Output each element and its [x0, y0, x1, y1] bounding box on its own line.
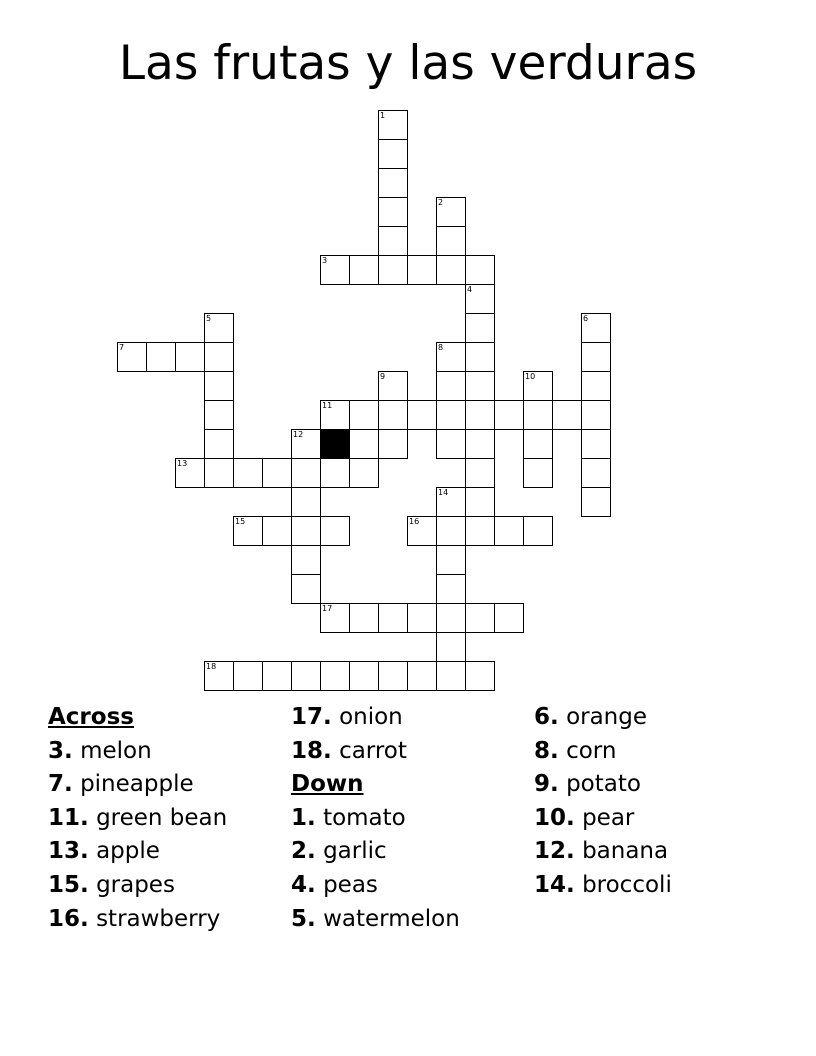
grid-cell[interactable] — [465, 603, 495, 633]
grid-cell[interactable] — [175, 458, 205, 488]
grid-cell[interactable] — [262, 516, 292, 546]
grid-cell[interactable] — [262, 458, 292, 488]
grid-cell[interactable] — [436, 371, 466, 401]
clue-across-17: 17. onion — [291, 704, 403, 730]
clue-down-6: 6. orange — [534, 704, 648, 730]
grid-cell[interactable] — [349, 661, 379, 691]
grid-cell[interactable] — [204, 371, 234, 401]
grid-cell[interactable] — [349, 603, 379, 633]
clue-number: 8 — [438, 343, 444, 352]
grid-cell[interactable] — [581, 487, 611, 517]
clue-down-1: 1. tomato — [291, 804, 406, 831]
clue-number: 3 — [322, 256, 328, 265]
grid-cell[interactable] — [320, 400, 350, 430]
grid-cell[interactable] — [523, 458, 553, 488]
grid-cell[interactable] — [465, 429, 495, 459]
grid-cell[interactable] — [117, 342, 147, 372]
across-heading: Across — [48, 704, 134, 730]
grid-cell[interactable] — [349, 458, 379, 488]
clue-number: 13 — [177, 459, 188, 468]
grid-cell[interactable] — [378, 603, 408, 633]
grid-cell[interactable] — [436, 487, 466, 517]
grid-cell[interactable] — [494, 400, 524, 430]
grid-cell[interactable] — [552, 400, 582, 430]
clue-down-2: 2. garlic — [291, 838, 387, 865]
grid-cell[interactable] — [465, 400, 495, 430]
grid-cell[interactable] — [204, 429, 234, 459]
grid-cell[interactable] — [378, 371, 408, 401]
grid-cell[interactable] — [204, 313, 234, 343]
clue-column-2 — [291, 701, 531, 936]
grid-cell[interactable] — [436, 632, 466, 662]
clue-across-15: 15. grapes — [48, 871, 175, 898]
grid-cell[interactable] — [407, 255, 437, 285]
grid-cell[interactable] — [291, 574, 321, 604]
clue-down-5: 5. watermelon — [291, 905, 460, 932]
grid-cell[interactable] — [436, 342, 466, 372]
clue-across-7: 7. pineapple — [48, 771, 194, 798]
grid-cell[interactable] — [581, 371, 611, 401]
grid-cell[interactable] — [291, 516, 321, 546]
grid-cell[interactable] — [204, 400, 234, 430]
grid-cell[interactable] — [378, 197, 408, 227]
clue-number: 16 — [409, 517, 420, 526]
clue-number: 9 — [380, 372, 386, 381]
clue-number: 12 — [293, 430, 304, 439]
clue-number: 1 — [380, 111, 386, 120]
grid-cell[interactable] — [291, 545, 321, 575]
grid-cell[interactable] — [436, 574, 466, 604]
grid-cell[interactable] — [204, 342, 234, 372]
grid-cell[interactable] — [436, 545, 466, 575]
clue-number: 17 — [322, 604, 333, 613]
grid-cell[interactable] — [378, 400, 408, 430]
grid-cell[interactable] — [378, 168, 408, 198]
grid-cell[interactable] — [436, 516, 466, 546]
grid-cell[interactable] — [233, 661, 263, 691]
grid-cell[interactable] — [378, 255, 408, 285]
grid-cell[interactable] — [523, 429, 553, 459]
grid-cell[interactable] — [146, 342, 176, 372]
grid-cell[interactable] — [320, 255, 350, 285]
page-title: Las frutas y las verduras — [118, 36, 698, 91]
grid-cell[interactable] — [378, 110, 408, 140]
grid-cell[interactable] — [291, 429, 321, 459]
grid-cell[interactable] — [465, 371, 495, 401]
grid-cell[interactable] — [175, 342, 205, 372]
grid-cell[interactable] — [378, 139, 408, 169]
clue-across-13: 13. apple — [48, 838, 160, 865]
grid-cell[interactable] — [349, 255, 379, 285]
clue-down-8: 8. corn — [534, 737, 617, 764]
grid-cell[interactable] — [465, 458, 495, 488]
clue-down-4: 4. peas — [291, 871, 378, 898]
grid-cell[interactable] — [233, 458, 263, 488]
grid-cell[interactable] — [465, 342, 495, 372]
grid-cell[interactable] — [465, 661, 495, 691]
clue-across-18: 18. carrot — [291, 737, 407, 764]
grid-cell[interactable] — [349, 400, 379, 430]
grid-cell[interactable] — [378, 429, 408, 459]
grid-cell[interactable] — [291, 661, 321, 691]
clue-down-10: 10. pear — [534, 804, 635, 831]
clue-number: 18 — [206, 662, 217, 671]
clue-across-16: 16. strawberry — [48, 905, 221, 932]
clue-list — [48, 701, 788, 941]
grid-cell[interactable] — [436, 197, 466, 227]
grid-cell[interactable] — [320, 661, 350, 691]
grid-cell[interactable] — [407, 603, 437, 633]
black-cell — [320, 429, 350, 459]
grid-cell[interactable] — [436, 603, 466, 633]
grid-cell[interactable] — [494, 516, 524, 546]
clue-down-9: 9. potato — [534, 771, 641, 798]
grid-cell[interactable] — [204, 661, 234, 691]
grid-cell[interactable] — [291, 458, 321, 488]
grid-cell[interactable] — [320, 458, 350, 488]
clue-number: 11 — [322, 401, 333, 410]
grid-cell[interactable] — [465, 255, 495, 285]
grid-cell[interactable] — [465, 313, 495, 343]
grid-cell[interactable] — [581, 429, 611, 459]
clue-column-3 — [534, 701, 774, 903]
grid-cell[interactable] — [436, 226, 466, 256]
clue-across-3: 3. melon — [48, 737, 152, 764]
grid-cell[interactable] — [320, 603, 350, 633]
grid-cell[interactable] — [320, 516, 350, 546]
grid-cell[interactable] — [262, 661, 292, 691]
grid-cell[interactable] — [581, 400, 611, 430]
grid-cell[interactable] — [465, 284, 495, 314]
down-heading: Down — [291, 771, 364, 798]
clue-across-11: 11. green bean — [48, 804, 228, 831]
clue-number: 5 — [206, 314, 212, 323]
grid-cell[interactable] — [494, 603, 524, 633]
grid-cell[interactable] — [407, 661, 437, 691]
clue-number: 14 — [438, 488, 449, 497]
clue-down-14: 14. broccoli — [534, 871, 672, 898]
grid-cell[interactable] — [523, 400, 553, 430]
grid-cell[interactable] — [378, 226, 408, 256]
clue-number: 6 — [583, 314, 589, 323]
grid-cell[interactable] — [581, 342, 611, 372]
clue-column-1 — [48, 701, 288, 936]
grid-cell[interactable] — [436, 400, 466, 430]
grid-cell[interactable] — [581, 313, 611, 343]
clue-number: 15 — [235, 517, 246, 526]
grid-cell[interactable] — [465, 516, 495, 546]
grid-cell[interactable] — [233, 516, 263, 546]
grid-cell[interactable] — [291, 487, 321, 517]
clue-number: 2 — [438, 198, 444, 207]
grid-cell[interactable] — [407, 516, 437, 546]
grid-cell[interactable] — [581, 458, 611, 488]
clue-down-12: 12. banana — [534, 838, 669, 865]
grid-cell[interactable] — [436, 661, 466, 691]
grid-cell[interactable] — [523, 516, 553, 546]
grid-cell[interactable] — [378, 661, 408, 691]
grid-cell[interactable] — [436, 429, 466, 459]
clue-number: 10 — [525, 372, 536, 381]
grid-cell[interactable] — [436, 255, 466, 285]
clue-number: 4 — [467, 285, 473, 294]
grid-cell[interactable] — [204, 458, 234, 488]
grid-cell[interactable] — [407, 400, 437, 430]
grid-cell[interactable] — [523, 371, 553, 401]
grid-cell[interactable] — [465, 487, 495, 517]
clue-number: 7 — [119, 343, 125, 352]
